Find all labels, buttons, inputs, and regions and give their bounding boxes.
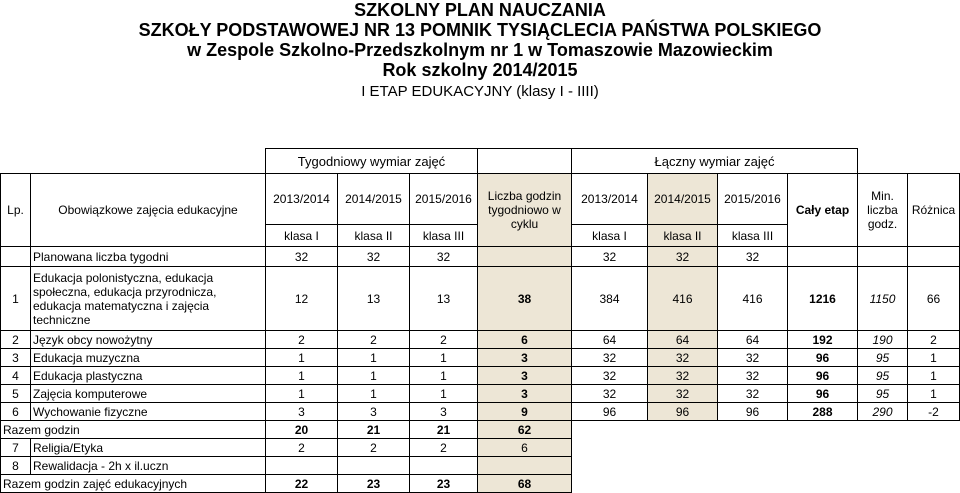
weekly-year-1: 2013/2014 [266,174,338,225]
total-label: Razem godzin zajęć edukacyjnych [1,475,266,493]
row-weekly-2: 3 [338,403,410,421]
row-cycle: 6 [478,439,572,457]
row-stage: 96 [788,367,858,385]
row-cycle: 6 [478,331,572,349]
row-weekly-2: 2 [338,439,410,457]
row-weekly-1: 2 [266,331,338,349]
row-total-2: 64 [648,331,718,349]
row-stage: 192 [788,331,858,349]
row-total-1: 32 [572,385,648,403]
school-year: Rok szkolny 2014/2015 [382,60,578,80]
row-subject: Język obcy nowożytny [31,331,266,349]
row-cycle: 3 [478,367,572,385]
total-class-3: klasa III [718,225,788,247]
row-cycle: 38 [478,267,572,331]
planned-weekly-cell: 32 [410,247,478,267]
row-total-1: 32 [572,349,648,367]
row-lp: 1 [1,267,31,331]
row-min: 190 [858,331,908,349]
school-complex: w Zespole Szkolno-Przedszkolnym nr 1 w Tomaszowie Mazowieckim [187,40,773,60]
table-row [1,403,960,421]
table-row [1,385,960,403]
row-weekly-3: 2 [410,331,478,349]
row-weekly-1: 1 [266,385,338,403]
planned-total-cell: 32 [572,247,648,267]
row-weekly-3: 3 [410,403,478,421]
row-diff: 1 [908,385,960,403]
row-subject: Edukacja plastyczna [31,367,266,385]
table-row [1,367,960,385]
subjects-header: Obowiązkowe zajęcia edukacyjne [31,174,266,247]
row-stage: 96 [788,385,858,403]
planned-weekly-cell: 32 [266,247,338,267]
row-cycle: 3 [478,385,572,403]
subtotal-label: Razem godzin [1,421,266,439]
row-total-2: 96 [648,403,718,421]
row-total-2: 32 [648,367,718,385]
row-stage: 96 [788,349,858,367]
row-lp: 7 [1,439,31,457]
row-total-2: 32 [648,385,718,403]
planned-weekly-cell: 32 [338,247,410,267]
row-diff: 1 [908,349,960,367]
total-hours-group: Łączny wymiar zajęć [572,149,858,174]
row-weekly-2: 2 [338,331,410,349]
row-total-3: 32 [718,367,788,385]
row-min: 95 [858,367,908,385]
row-total-3: 64 [718,331,788,349]
row-min: 290 [858,403,908,421]
subtotal-weekly-2: 21 [338,421,410,439]
plan-table [0,148,960,493]
row-weekly-3: 1 [410,367,478,385]
row-lp: 6 [1,403,31,421]
row-weekly-1 [266,457,338,475]
row-total-3: 32 [718,349,788,367]
row-lp: 8 [1,457,31,475]
total-row [1,475,960,493]
planned-weeks-label: Planowana liczba tygodni [31,247,266,267]
row-subject: Edukacja polonistyczna, edukacja społeczna, edukacja przyrodnicza, edukacja matematyczna i zajęcia techniczne [31,267,266,331]
subtotal-row [1,421,960,439]
row-weekly-2 [338,457,410,475]
row-weekly-1: 1 [266,349,338,367]
planned-weeks-row [1,247,960,267]
row-total-2: 416 [648,267,718,331]
header-row-groups [1,149,960,174]
table-row [1,457,960,475]
row-weekly-3 [410,457,478,475]
plan-table-wrapper [0,148,960,493]
row-weekly-1: 1 [266,367,338,385]
row-subject: Wychowanie fizyczne [31,403,266,421]
table-row [1,349,960,367]
total-class-2: klasa II [648,225,718,247]
subtotal-weekly-1: 20 [266,421,338,439]
row-weekly-1: 3 [266,403,338,421]
row-weekly-3: 2 [410,439,478,457]
total-year-2: 2014/2015 [648,174,718,225]
table-row [1,439,960,457]
planned-total-cell: 32 [718,247,788,267]
table-row [1,267,960,331]
row-cycle: 9 [478,403,572,421]
row-lp: 4 [1,367,31,385]
row-cycle: 3 [478,349,572,367]
education-stage: I ETAP EDUKACYJNY (klasy I - IIII) [361,83,599,100]
row-weekly-2: 1 [338,385,410,403]
row-lp: 2 [1,331,31,349]
row-weekly-1: 12 [266,267,338,331]
total-class-1: klasa I [572,225,648,247]
row-total-1: 32 [572,367,648,385]
school-name: SZKOŁY PODSTAWOWEJ NR 13 POMNIK TYSIĄCLECIA PAŃSTWA POLSKIEGO [138,20,822,40]
row-weekly-2: 13 [338,267,410,331]
whole-stage-header: Cały etap [788,174,858,247]
min-hours-header: Min. liczba godz. [858,174,908,247]
row-total-1: 384 [572,267,648,331]
row-lp: 3 [1,349,31,367]
row-total-3: 416 [718,267,788,331]
row-weekly-1: 2 [266,439,338,457]
weekly-class-1: klasa I [266,225,338,247]
planned-total-cell: 32 [648,247,718,267]
row-subject: Religia/Etyka [31,439,266,457]
row-total-1: 96 [572,403,648,421]
row-weekly-3: 1 [410,385,478,403]
total-weekly-2: 23 [338,475,410,493]
weekly-year-2: 2014/2015 [338,174,410,225]
weekly-year-3: 2015/2016 [410,174,478,225]
weekly-class-2: klasa II [338,225,410,247]
row-diff: -2 [908,403,960,421]
row-diff: 66 [908,267,960,331]
row-stage: 288 [788,403,858,421]
row-diff: 1 [908,367,960,385]
row-subject: Rewalidacja - 2h x il.uczn [31,457,266,475]
row-diff: 2 [908,331,960,349]
subtotal-cycle: 62 [478,421,572,439]
row-total-1: 64 [572,331,648,349]
row-min: 1150 [858,267,908,331]
row-cycle [478,457,572,475]
total-weekly-3: 23 [410,475,478,493]
row-subject: Edukacja muzyczna [31,349,266,367]
row-weekly-3: 13 [410,267,478,331]
row-min: 95 [858,349,908,367]
subtotal-weekly-3: 21 [410,421,478,439]
total-year-3: 2015/2016 [718,174,788,225]
total-year-1: 2013/2014 [572,174,648,225]
difference-header: Różnica [908,174,960,247]
row-total-2: 32 [648,349,718,367]
row-weekly-2: 1 [338,349,410,367]
weekly-hours-group: Tygodniowy wymiar zajęć [266,149,478,174]
row-weekly-2: 1 [338,367,410,385]
row-lp: 5 [1,385,31,403]
total-cycle: 68 [478,475,572,493]
document-header [0,0,960,102]
total-weekly-1: 22 [266,475,338,493]
lp-header: Lp. [1,174,31,247]
table-row [1,331,960,349]
row-subject: Zajęcia komputerowe [31,385,266,403]
row-min: 95 [858,385,908,403]
header-row-years [1,174,960,225]
row-total-3: 96 [718,403,788,421]
row-total-3: 32 [718,385,788,403]
row-stage: 1216 [788,267,858,331]
row-weekly-3: 1 [410,349,478,367]
hours-cycle-header: Liczba godzin tygodniowo w cyklu [478,174,572,247]
plan-title: SZKOLNY PLAN NAUCZANIA [354,0,606,20]
weekly-class-3: klasa III [410,225,478,247]
